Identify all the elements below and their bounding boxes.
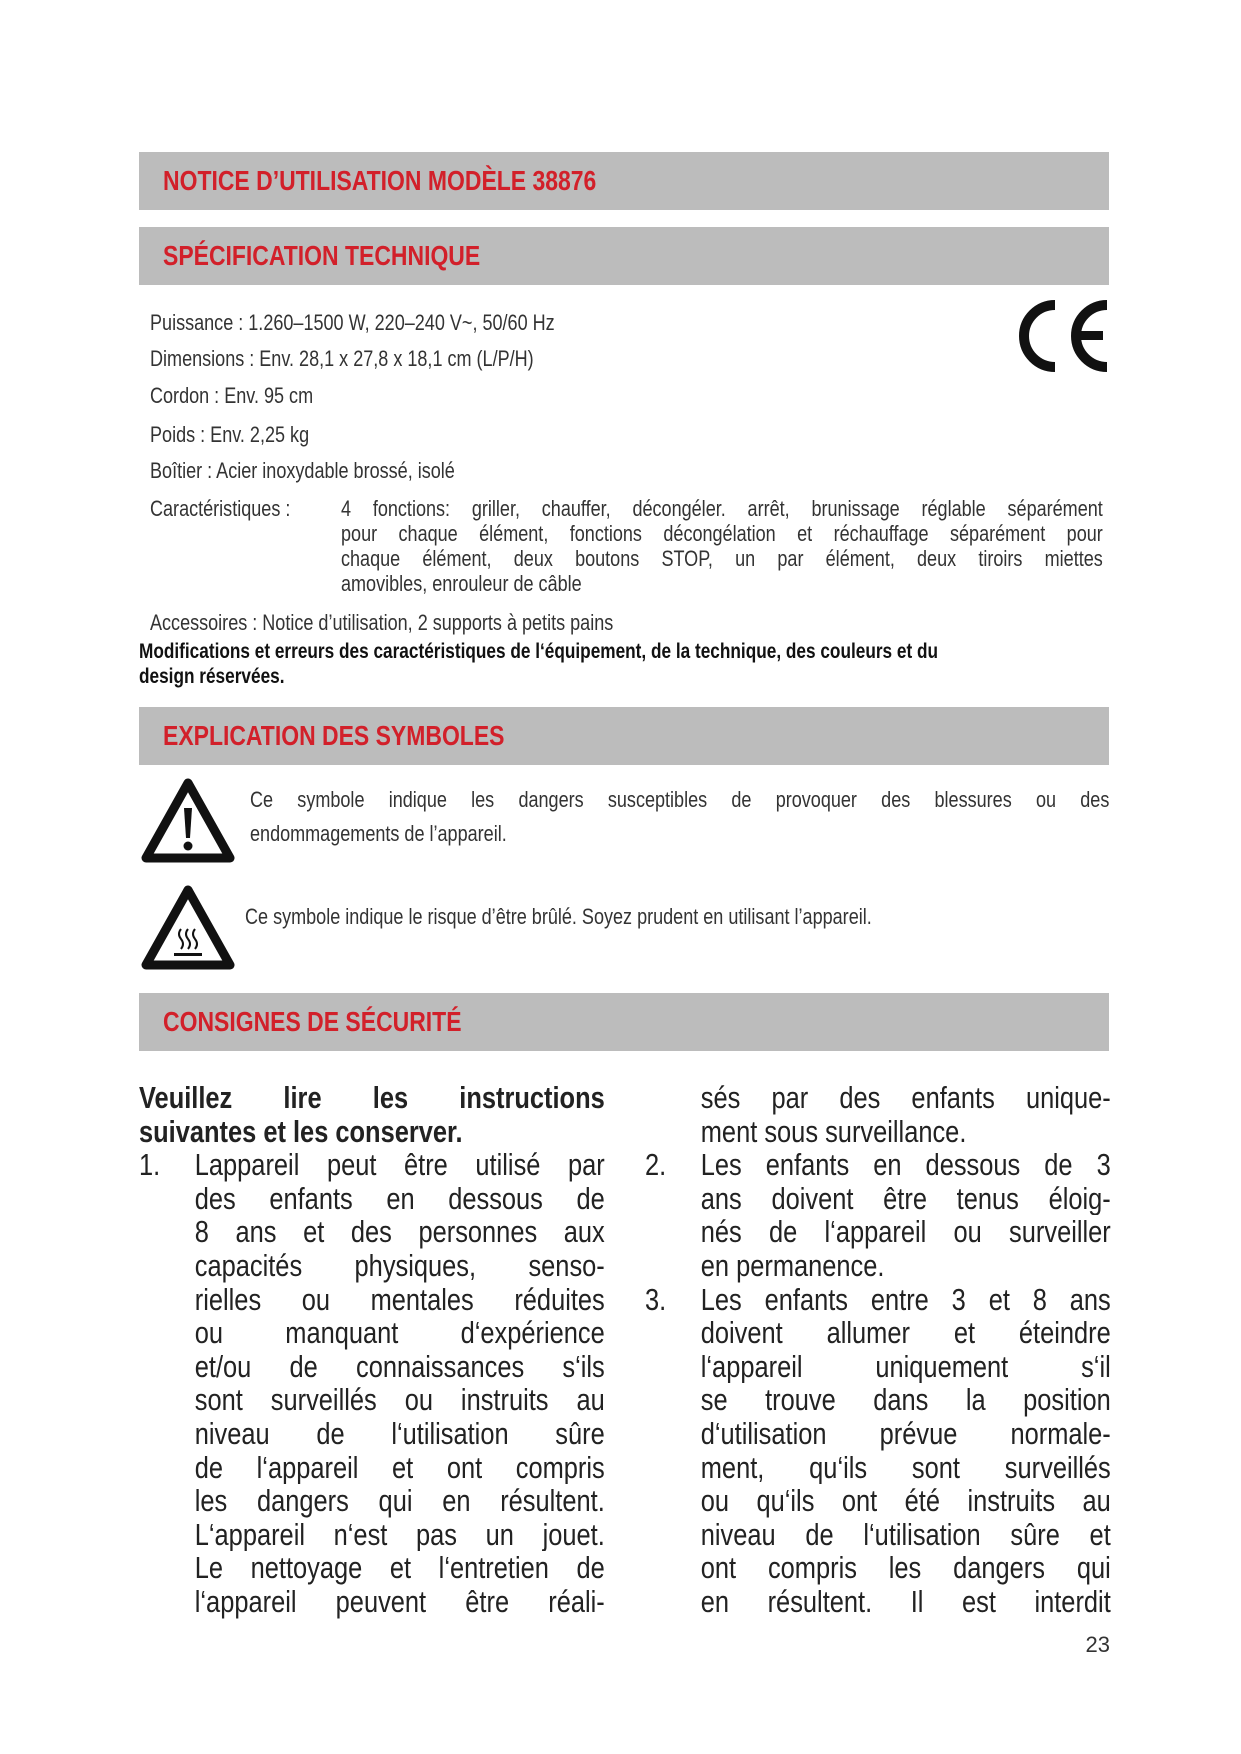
features-line: amovibles, enrouleur de câble xyxy=(341,571,582,596)
item-line: Lappareil peut être utilisé par xyxy=(194,1148,605,1182)
spec-cord: Cordon : Env. 95 cm xyxy=(150,383,314,408)
item-line: se trouve dans la position xyxy=(700,1383,1111,1417)
spec-heading: SPÉCIFICATION TECHNIQUE xyxy=(163,240,481,271)
item-line: des enfants en dessous de xyxy=(194,1181,605,1216)
ce-mark-icon xyxy=(1013,299,1109,373)
item-line: Les enfants en dessous de 3 xyxy=(700,1148,1111,1182)
warning-line: Ce symbole indique les dangers susceptibles de provoquer des blessures ou des xyxy=(250,787,1110,812)
disclaimer-line: Modifications et erreurs des caractéristiques de l‘équipement, de la technique, des couleurs et du xyxy=(139,640,939,663)
item-line: l‘appareil peuvent être réali- xyxy=(194,1584,605,1619)
spec-dimensions: Dimensions : Env. 28,1 x 27,8 x 18,1 cm (L/P/H) xyxy=(150,346,534,371)
spec-features xyxy=(341,496,1103,596)
safety-item-1 xyxy=(139,1148,605,1618)
item-line: ment, qu‘ils sont surveillés xyxy=(700,1450,1111,1485)
warning-line: endommagements de l’appareil. xyxy=(250,821,507,846)
item-line: nés de l‘appareil ou surveiller xyxy=(700,1215,1111,1249)
hot-surface-icon xyxy=(141,885,235,971)
warning-triangle-icon xyxy=(141,778,235,864)
warning-symbol-text xyxy=(250,783,1109,851)
item-line: et/ou de connaissances s‘ils xyxy=(194,1349,605,1384)
spec-power: Puissance : 1.260–1500 W, 220–240 V~, 50/60 Hz xyxy=(150,310,555,335)
item-line: 8 ans et des personnes aux xyxy=(194,1215,605,1249)
item-line: capacités physiques, senso- xyxy=(194,1248,605,1283)
item-line: sont surveillés ou instruits au xyxy=(194,1383,605,1417)
item-line: ou manquant d‘expérience xyxy=(194,1316,605,1350)
safety-heading: CONSIGNES DE SÉCURITÉ xyxy=(163,1006,462,1037)
item-line: L‘appareil n‘est pas un jouet. xyxy=(194,1517,605,1552)
item-line: ans doivent être tenus éloig- xyxy=(700,1181,1111,1216)
safety-item-3 xyxy=(645,1283,1111,1619)
item-line: doivent allumer et éteindre xyxy=(700,1316,1111,1350)
item-line: en permanence. xyxy=(700,1248,885,1283)
item-line: en résultent. Il est interdit xyxy=(700,1584,1111,1619)
spec-housing: Boîtier : Acier inoxydable brossé, isolé xyxy=(150,458,455,483)
item-number: 2. xyxy=(645,1147,667,1183)
item-line: rielles ou mentales réduites xyxy=(194,1282,605,1317)
spec-accessories: Accessoires : Notice d’utilisation, 2 supports à petits pains xyxy=(150,610,614,635)
spec-weight: Poids : Env. 2,25 kg xyxy=(150,422,310,447)
item-line: l‘appareil uniquement s‘il xyxy=(700,1349,1111,1384)
features-line: 4 fonctions: griller, chauffer, décongéler. arrêt, brunissage réglable séparément xyxy=(341,496,1103,521)
spec-heading-bar xyxy=(139,227,1109,285)
item-line: niveau de l‘utilisation sûre xyxy=(194,1416,605,1451)
features-line: pour chaque élément, fonctions décongélation et réchauffage séparément pour xyxy=(341,521,1103,546)
safety-heading-bar xyxy=(139,993,1109,1051)
item-line: sés par des enfants unique- xyxy=(700,1081,1111,1115)
safety-item-2 xyxy=(645,1148,1111,1282)
safety-column-left xyxy=(139,1081,605,1619)
intro-line: suivantes et les conserver. xyxy=(139,1114,463,1149)
item-line: ment sous surveillance. xyxy=(700,1114,967,1149)
item-number: 3. xyxy=(645,1281,667,1317)
item-line: ont compris les dangers qui xyxy=(700,1551,1111,1585)
disclaimer-line: design réservées. xyxy=(139,665,285,688)
symbols-heading-bar xyxy=(139,707,1109,765)
item-line: ou qu‘ils ont été instruits au xyxy=(700,1484,1111,1518)
item-line: Les enfants entre 3 et 8 ans xyxy=(700,1282,1111,1317)
item-line: d‘utilisation prévue normale- xyxy=(700,1416,1111,1451)
item-line: niveau de l‘utilisation sûre et xyxy=(700,1517,1111,1552)
hot-symbol-text: Ce symbole indique le risque d’être brûlé. Soyez prudent en utilisant l’appareil. xyxy=(245,904,872,929)
features-line: chaque élément, deux boutons STOP, un par élément, deux tiroirs miettes xyxy=(341,546,1103,571)
page-number: 23 xyxy=(1085,1632,1110,1657)
item-line: Le nettoyage et l‘entretien de xyxy=(194,1551,605,1585)
safety-column-right xyxy=(645,1081,1111,1619)
intro-line: Veuillez lire les instructions xyxy=(139,1081,605,1115)
item-number: 1. xyxy=(139,1147,161,1183)
title-bar xyxy=(139,152,1109,210)
page-title: NOTICE D’UTILISATION MODÈLE 38876 xyxy=(163,165,597,196)
item-line: les dangers qui en résultent. xyxy=(194,1484,605,1518)
item-line: de l‘appareil et ont compris xyxy=(194,1450,605,1485)
spec-disclaimer xyxy=(139,639,938,689)
spec-features-label: Caractéristiques : xyxy=(150,496,291,521)
symbols-heading: EXPLICATION DES SYMBOLES xyxy=(163,720,505,751)
